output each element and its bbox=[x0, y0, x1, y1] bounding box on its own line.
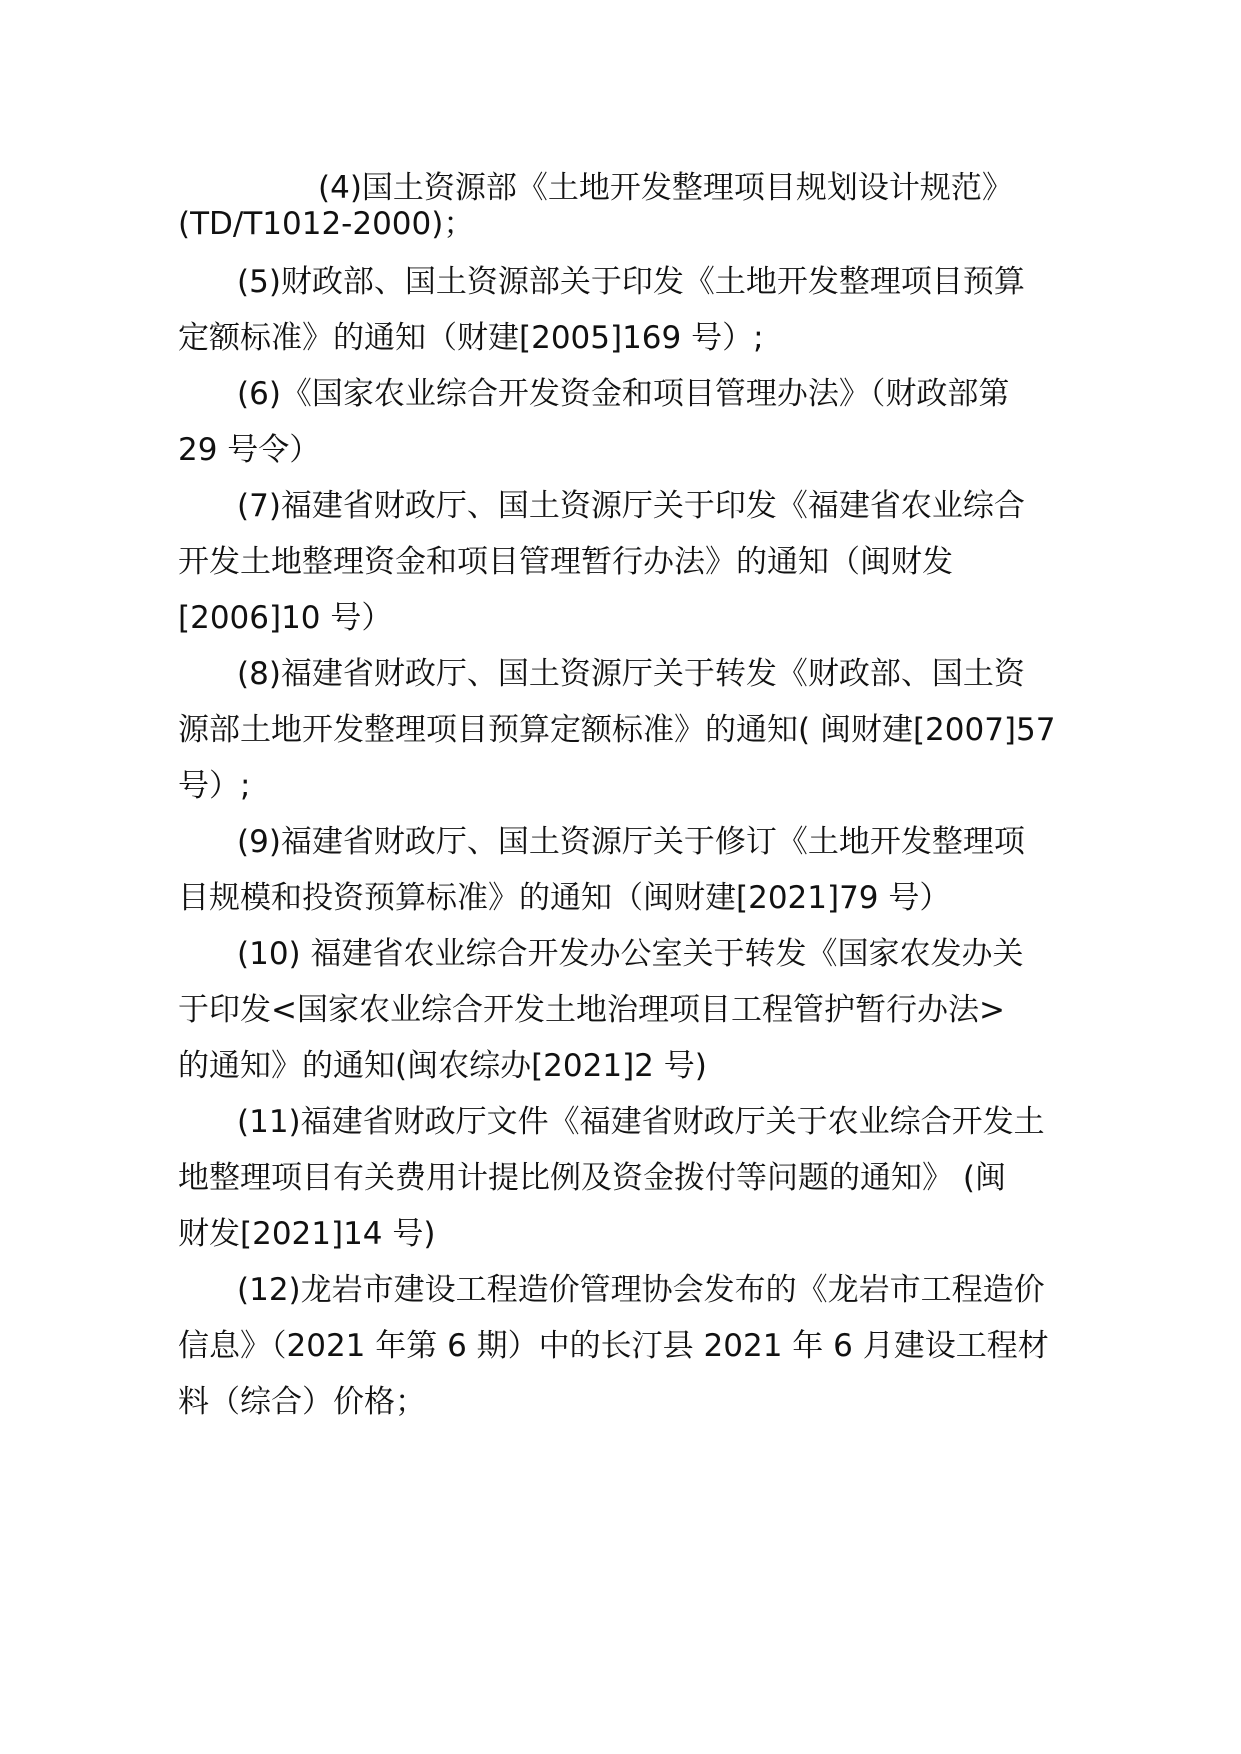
paragraph-10-line-2: 于印发<国家农业综合开发土地治理项目工程管护暂行办法> bbox=[178, 992, 1005, 1028]
paragraph-9-line-1: (9)福建省财政厅、国土资源厅关于修订《土地开发整理项 bbox=[237, 824, 1025, 860]
paragraph-7-line-3: [2006]10 号） bbox=[178, 600, 393, 636]
paragraph-5-line-1: (5)财政部、国土资源部关于印发《土地开发整理项目预算 bbox=[237, 264, 1025, 300]
paragraph-7-line-2: 开发土地整理资金和项目管理暂行办法》的通知（闽财发 bbox=[178, 544, 953, 580]
paragraph-12-line-1: (12)龙岩市建设工程造价管理协会发布的《龙岩市工程造价 bbox=[237, 1272, 1045, 1308]
paragraph-5-line-2: 定额标准》的通知（财建[2005]169 号）; bbox=[178, 320, 764, 356]
paragraph-10-line-1: (10) 福建省农业综合开发办公室关于转发《国家农发办关 bbox=[237, 936, 1024, 972]
paragraph-6-line-1: (6)《国家农业综合开发资金和项目管理办法》（财政部第 bbox=[237, 376, 1010, 412]
paragraph-12-line-2: 信息》（2021 年第 6 期）中的长汀县 2021 年 6 月建设工程材 bbox=[178, 1328, 1049, 1364]
paragraph-11-line-1: (11)福建省财政厅文件《福建省财政厅关于农业综合开发土 bbox=[237, 1104, 1045, 1140]
paragraph-8-line-1: (8)福建省财政厅、国土资源厅关于转发《财政部、国土资 bbox=[237, 656, 1025, 692]
paragraph-4-line-1: (4)国土资源部《土地开发整理项目规划设计规范》 bbox=[318, 170, 1013, 206]
paragraph-6-line-2: 29 号令） bbox=[178, 432, 321, 468]
paragraph-4-line-2: (TD/T1012-2000)； bbox=[178, 206, 475, 242]
paragraph-11-line-3: 财发[2021]14 号) bbox=[178, 1216, 436, 1252]
paragraph-12-line-3: 料（综合）价格； bbox=[178, 1384, 426, 1420]
paragraph-11-line-2: 地整理项目有关费用计提比例及资金拨付等问题的通知》 (闽 bbox=[178, 1160, 1006, 1196]
paragraph-10-line-3: 的通知》的通知(闽农综办[2021]2 号) bbox=[178, 1048, 707, 1084]
paragraph-8-line-3: 号）; bbox=[178, 768, 251, 804]
paragraph-8-line-2: 源部土地开发整理项目预算定额标准》的通知( 闽财建[2007]57 bbox=[178, 712, 1056, 748]
paragraph-7-line-1: (7)福建省财政厅、国土资源厅关于印发《福建省农业综合 bbox=[237, 488, 1025, 524]
paragraph-9-line-2: 目规模和投资预算标准》的通知（闽财建[2021]79 号） bbox=[178, 880, 951, 916]
